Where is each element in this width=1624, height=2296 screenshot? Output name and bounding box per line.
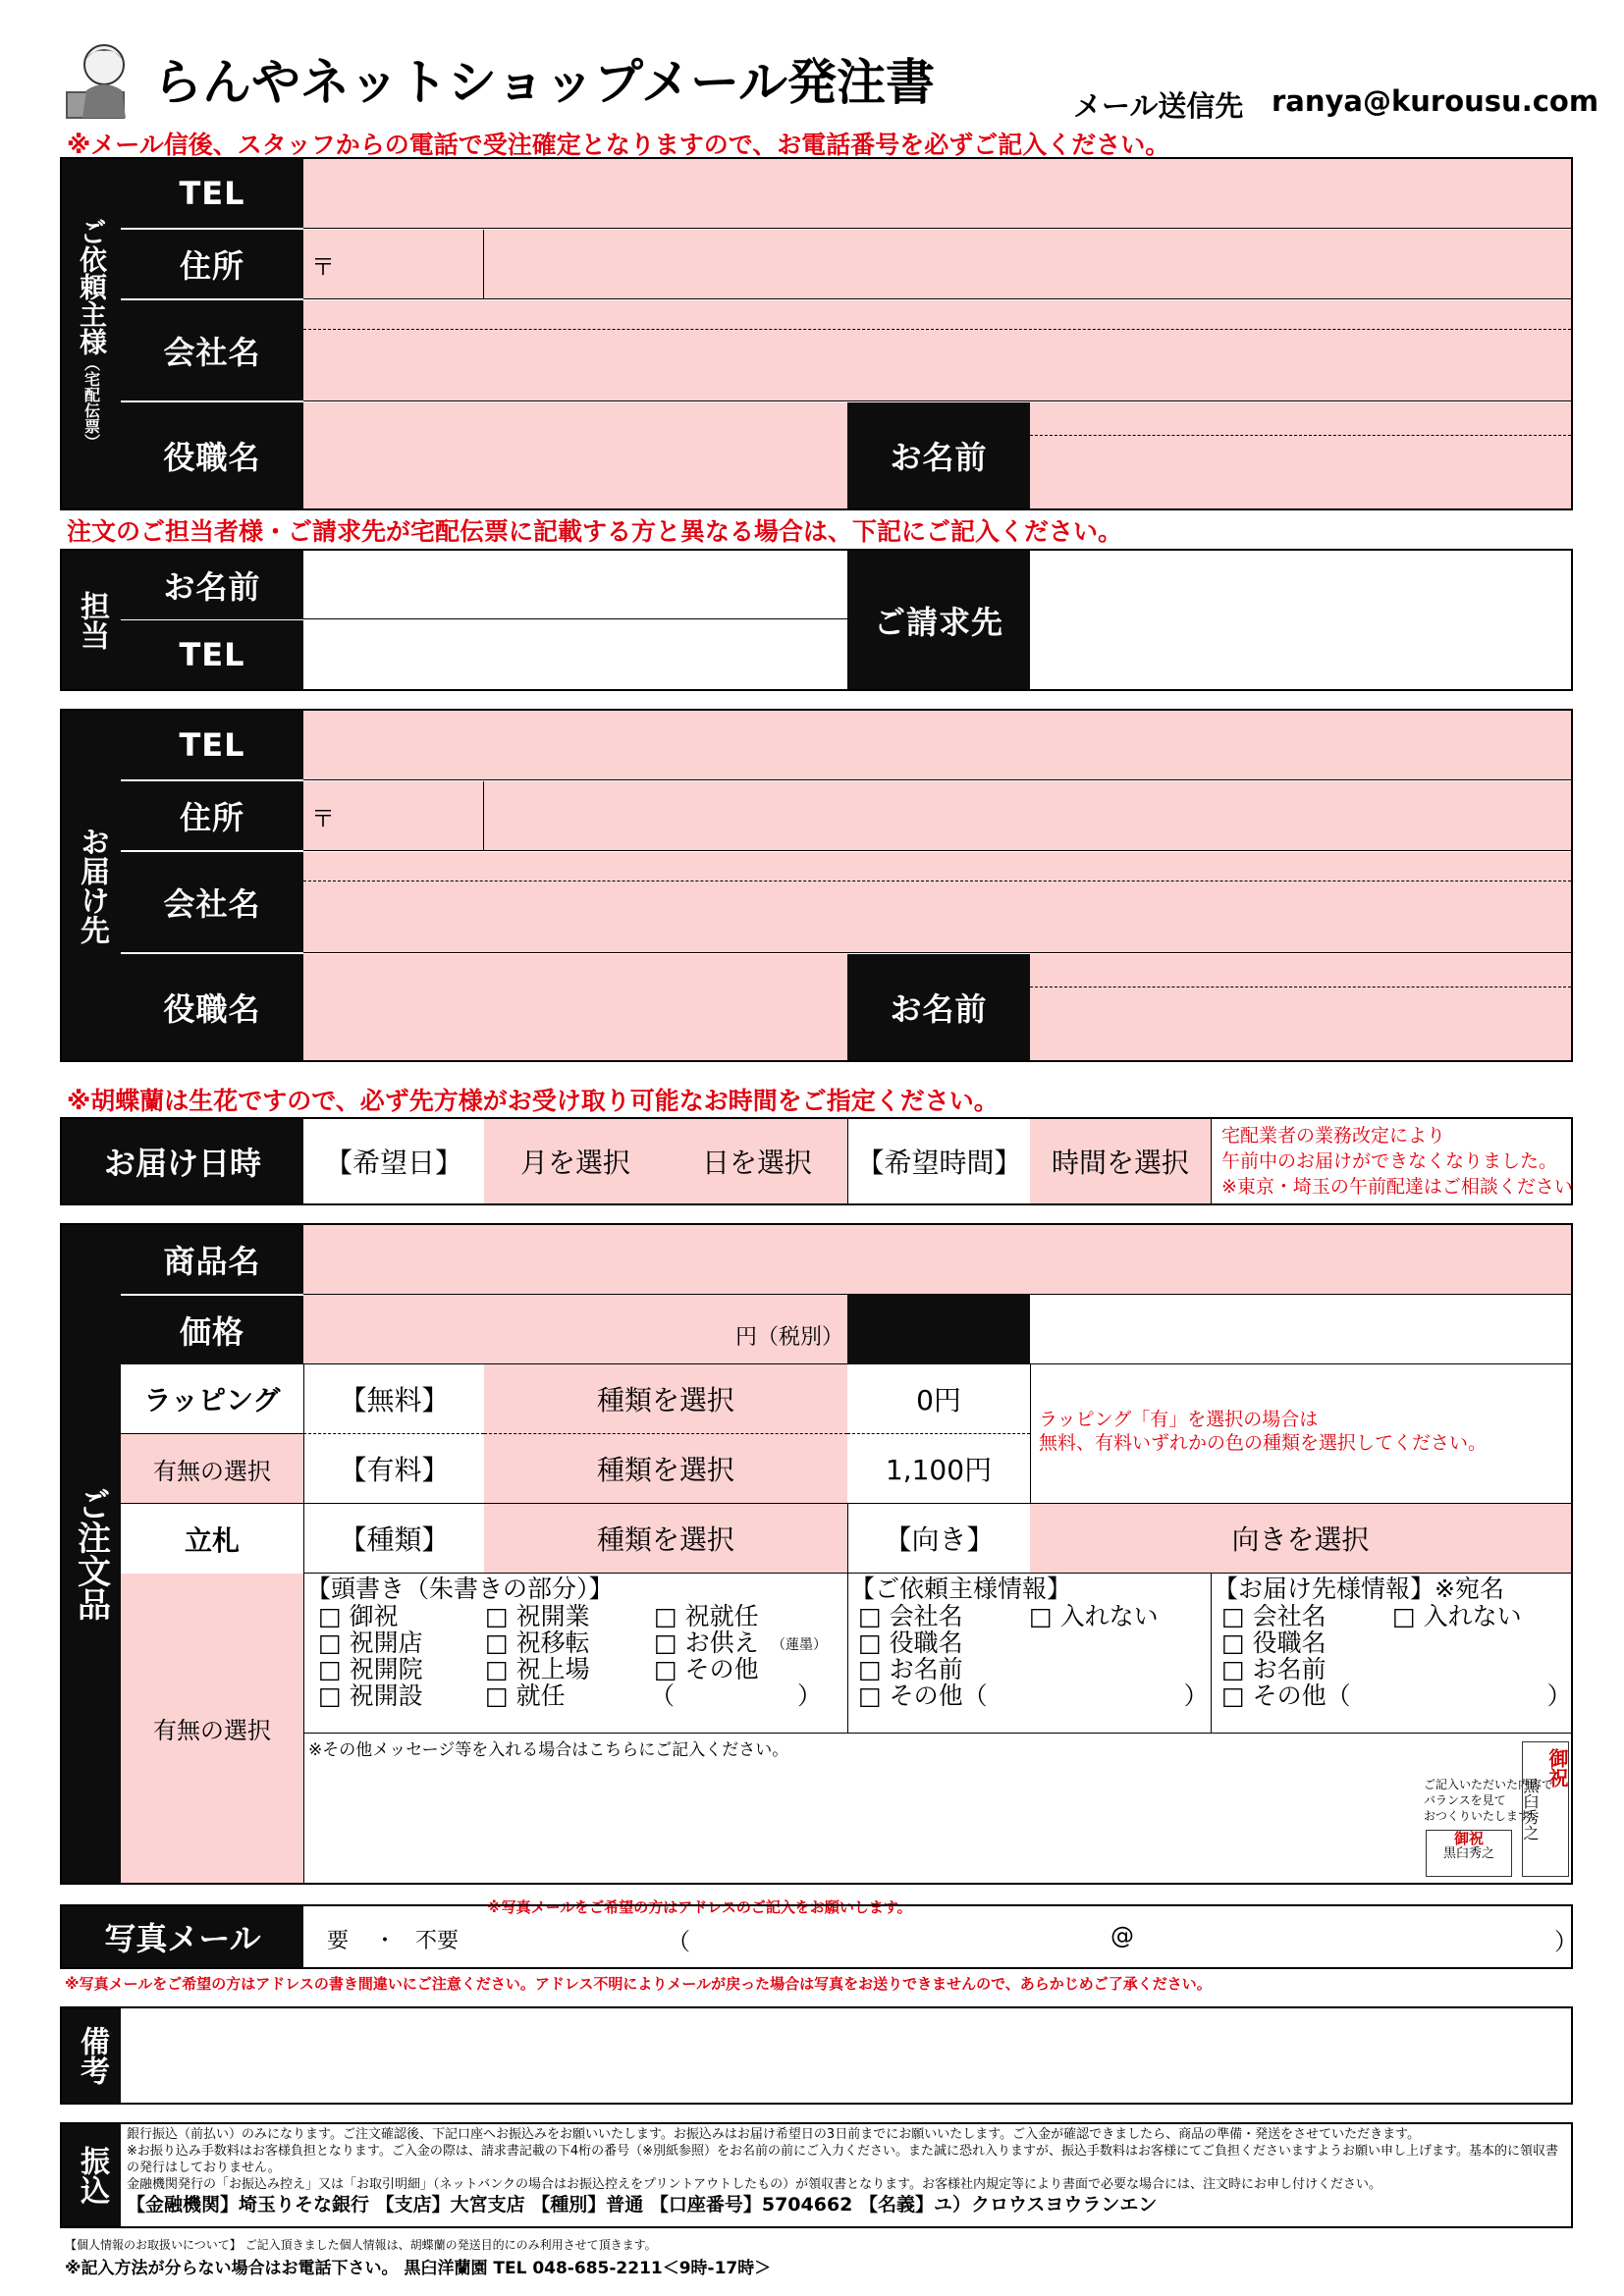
heading-option-shukaisetsu[interactable]: □ 祝開設 (318, 1682, 423, 1710)
contact-name-label: お名前 (121, 551, 303, 619)
tag-type-select[interactable]: 種類を選択 (484, 1504, 847, 1574)
delivery-time-note (1211, 1119, 1571, 1203)
tag-destination-info (1211, 1574, 1571, 1734)
wrapping-free-type-select[interactable]: 種類を選択 (484, 1364, 847, 1434)
requester-section (60, 157, 1573, 510)
remarks-label: 備考 (62, 2008, 121, 2103)
wrapping-note-2: 無料、有料いずれかの色の種類を選択してください。 (1039, 1432, 1488, 1454)
desired-day-label: 【希望日】 (303, 1119, 484, 1203)
delivery-position-label: 役職名 (121, 954, 303, 1060)
page-title: らんやネットショップメール発注書 (153, 54, 935, 111)
heading-option-shuiten[interactable]: □ 祝移転 (485, 1629, 590, 1657)
requester-address-label: 住所 (121, 230, 303, 298)
phone-notice: ※メール信後、スタッフからの電話で受注確定となりますので、お電話番号を必ずご記入ください。 (67, 131, 1170, 159)
transfer-label: 振込 (62, 2124, 121, 2226)
requester-position-input[interactable] (303, 402, 847, 508)
requester-company-kana-input[interactable] (303, 300, 1571, 330)
sample-small-sender: 黒臼秀之 (1442, 1846, 1494, 1861)
delivery-section-label: お届け先 (62, 711, 121, 1060)
sample-large-iwai: 御祝 (1545, 1748, 1569, 1788)
orchid-notice: ※胡蝶蘭は生花ですので、必ず先方様がお受け取り可能なお時間をご指定ください。 (67, 1087, 999, 1115)
wrapping-free-price: 0円 (847, 1364, 1030, 1434)
requester-info-name[interactable]: □ お名前 (858, 1655, 963, 1683)
wrapping-label: ラッピング (143, 1384, 281, 1416)
photo-paren-open: （ (667, 1928, 690, 1955)
photo-email-input[interactable] (700, 1910, 1613, 1963)
dest-info-name[interactable]: □ お名前 (1221, 1655, 1326, 1683)
photo-top-note: ※写真メールをご希望の方はアドレスのご記入をお願いします。 (487, 1898, 912, 1916)
postal-mark: 〒 (311, 805, 335, 832)
delivery-company-input[interactable] (303, 881, 1571, 953)
contact-section-label: 担当 (62, 551, 121, 689)
tag-orientation-select[interactable]: 向きを選択 (1030, 1504, 1571, 1574)
price-black-block (847, 1295, 1030, 1364)
delivery-name-kana-input[interactable] (1030, 954, 1571, 988)
heading-option-shukaigyo[interactable]: □ 祝開業 (485, 1602, 590, 1630)
contact-section (60, 549, 1573, 691)
requester-company-input[interactable] (303, 330, 1571, 401)
photo-at: @ (1110, 1922, 1134, 1949)
sample-note-3: おつくりいたします。 (1424, 1809, 1541, 1823)
wrapping-free-label: 【無料】 (303, 1364, 484, 1434)
heading-option-oiwai[interactable]: □ 御祝 (318, 1602, 399, 1630)
photo-dot: ・ (374, 1929, 397, 1953)
requester-section-label: ご依頼主様 （宅配伝票） (62, 159, 121, 508)
billing-input[interactable] (1030, 551, 1571, 689)
delivery-tel-input[interactable] (303, 711, 1571, 780)
mail-label: メール送信先 (1073, 89, 1244, 123)
sample-small-iwai: 御祝 (1453, 1830, 1484, 1847)
offering-note: （蓮墨） (772, 1637, 827, 1653)
sample-tag-large (1522, 1741, 1569, 1877)
requester-info-title: 【ご依頼主様情報】 (850, 1575, 1072, 1603)
contact-notice: 注文のご担当者様・ご請求先が宅配伝票に記載する方と異なる場合は、下記にご記入ください。 (67, 517, 1123, 546)
heading-option-shukaiin[interactable]: □ 祝開院 (318, 1655, 423, 1683)
footer-contact: ※記入方法が分らない場合はお電話下さい。 黒臼洋蘭園 TEL 048-685-2211＜9時-17時＞ (65, 2259, 772, 2278)
remarks-row (60, 2006, 1573, 2105)
transfer-text (127, 2126, 1566, 2216)
heading-title: 【頭書き（朱書きの部分）】 (306, 1575, 614, 1603)
day-select[interactable]: 日を選択 (667, 1119, 847, 1203)
dest-info-none[interactable]: □ 入れない (1392, 1602, 1522, 1630)
wrapping-paid-type-select[interactable]: 種類を選択 (484, 1434, 847, 1504)
transfer-row (60, 2122, 1573, 2228)
requester-info-none[interactable]: □ 入れない (1029, 1602, 1159, 1630)
heading-option-shunin[interactable]: □ 就任 (485, 1682, 566, 1710)
wrapping-label-cell (121, 1364, 303, 1434)
requester-company-label: 会社名 (121, 300, 303, 400)
requester-name-input[interactable] (1030, 436, 1571, 508)
tag-type-label: 【種類】 (303, 1504, 484, 1574)
delivery-address-label: 住所 (121, 781, 303, 850)
delivery-section (60, 709, 1573, 1062)
wrapping-presence-label: 有無の選択 (153, 1457, 271, 1485)
remarks-input[interactable] (121, 2008, 1571, 2103)
requester-name-kana-input[interactable] (1030, 402, 1571, 436)
tag-label: 立札 (184, 1523, 240, 1557)
month-select[interactable]: 月を選択 (484, 1119, 667, 1203)
requester-info-other[interactable]: □ その他（ ） (858, 1682, 1209, 1710)
requester-address-input[interactable] (484, 230, 1571, 299)
heading-option-osonae[interactable]: □ お供え (654, 1629, 759, 1657)
contact-name-input[interactable] (303, 551, 847, 619)
requester-tel-label: TEL (121, 159, 303, 228)
sample-note-1: ご記入いただいた内容で (1424, 1778, 1554, 1791)
sample-tag-small (1426, 1830, 1512, 1877)
transfer-line-3: 金融機関発行の「お振込み控え」又は「お取引明細」（ネットバンクの場合はお振込控えをプリントアウトしたもの）が領収書となります。お客様社内規定等により書面で必要な場合には、注文時にお申し付けください。 (127, 2177, 1382, 2192)
order-section-label: ご注文品 (62, 1225, 121, 1883)
mail-address: ranya@kurousu.com (1272, 84, 1599, 118)
delivery-name-input[interactable] (1030, 988, 1571, 1060)
delivery-company-label: 会社名 (121, 852, 303, 952)
sample-note-2: バランスを見て (1424, 1793, 1506, 1807)
dest-info-title: 【お届け先様情報】※宛名 (1214, 1575, 1504, 1603)
delivery-date-label: お届け日時 (62, 1119, 303, 1203)
photo-no-need[interactable]: 不要 (415, 1929, 460, 1953)
requester-info-company[interactable]: □ 会社名 (858, 1602, 963, 1630)
sample-large-sender: 黒臼秀之 (1521, 1778, 1540, 1841)
requester-info-position[interactable]: □ 役職名 (858, 1629, 963, 1657)
wrapping-paid-label: 【有料】 (303, 1434, 484, 1504)
tag-label-cell (121, 1504, 303, 1574)
heading-option-shujojo[interactable]: □ 祝上場 (485, 1655, 590, 1683)
bank-info: 【金融機関】埼玉りそな銀行 【支店】大宮支店 【種別】普通 【口座番号】5704662 【名義】ユ）クロウスヨウランエン (127, 2194, 1158, 2216)
requester-position-label: 役職名 (121, 402, 303, 508)
photo-mail-row (60, 1904, 1578, 1969)
billing-label: ご請求先 (847, 551, 1030, 689)
postal-mark: 〒 (311, 253, 335, 281)
product-input[interactable] (303, 1225, 1571, 1295)
price-input[interactable] (303, 1295, 847, 1364)
requester-tel-input[interactable] (303, 159, 1571, 229)
delivery-postal-input[interactable] (303, 781, 484, 851)
wrapping-paid-price: 1,100円 (847, 1434, 1030, 1504)
photo-paren-close: ） (1554, 1928, 1578, 1955)
delivery-name-label: お名前 (847, 954, 1030, 1060)
photo-mail-label: 写真メール (62, 1906, 303, 1967)
heading-option-shukaiten[interactable]: □ 祝開店 (318, 1629, 423, 1657)
requester-postal-input[interactable] (303, 230, 484, 299)
dest-info-position[interactable]: □ 役職名 (1221, 1629, 1326, 1657)
tag-requester-info (847, 1574, 1211, 1734)
transfer-line-1: 銀行振込（前払い）のみになります。ご注文確認後、下記口座へお振込みをお願いいたします。お振込みはお届け希望日の3日前までにお願いいたします。ご入金が確認できましたら、商品の準備・発送をさせていただきます。 (127, 2127, 1421, 2142)
delivery-tel-label: TEL (121, 711, 303, 779)
heading-other-blank[interactable]: （ ） (650, 1682, 823, 1710)
heading-option-other[interactable]: □ その他 (654, 1655, 759, 1683)
wrapping-note (1030, 1364, 1571, 1504)
tag-orientation-label: 【向き】 (847, 1504, 1030, 1574)
delivery-date-row (60, 1117, 1573, 1205)
message-note: ※その他メッセージ等を入れる場合はこちらにご記入ください。 (308, 1740, 789, 1760)
price-label: 価格 (121, 1296, 303, 1364)
heading-options (303, 1574, 847, 1734)
person-icon (65, 35, 143, 120)
delivery-time-note-3: ※東京・埼玉の午前配達はご相談ください (1221, 1176, 1573, 1198)
delivery-time-note-2: 午前中のお届けができなくなりました。 (1221, 1150, 1558, 1172)
transfer-line-2: ※お振り込み手数料はお客様負担となります。ご入金の際は、請求書記載の下4桁の番号（※別紙参照）をお名前の前にご入力ください。また誠に恐れ入りますが、振込手数料はお客様にてご負担くださいますようお願い申し上げます。基本的に領収書の発行はしておりません。 (127, 2144, 1558, 2175)
dest-info-other[interactable]: □ その他（ ） (1221, 1682, 1572, 1710)
requester-name-label: お名前 (847, 402, 1030, 508)
desired-time-label: 【希望時間】 (847, 1119, 1030, 1203)
heading-option-shushunin[interactable]: □ 祝就任 (654, 1602, 759, 1630)
price-extra-input[interactable] (1030, 1295, 1571, 1364)
photo-need[interactable]: 要 (327, 1929, 350, 1953)
delivery-position-input[interactable] (303, 954, 847, 1060)
product-label: 商品名 (121, 1225, 303, 1294)
dest-info-company[interactable]: □ 会社名 (1221, 1602, 1326, 1630)
delivery-company-kana-input[interactable] (303, 852, 1571, 881)
delivery-address-input[interactable] (484, 781, 1571, 851)
time-select[interactable]: 時間を選択 (1030, 1119, 1211, 1203)
privacy-note: 【個人情報のお取扱いについて】 ご記入頂きました個人情報は、胡蝶蘭の発送目的にのみ利用させて頂きます。 (65, 2238, 657, 2252)
tag-presence-label: 有無の選択 (153, 1717, 271, 1744)
wrapping-presence-cell[interactable] (121, 1434, 303, 1504)
delivery-time-note-1: 宅配業者の業務改定により (1221, 1125, 1446, 1147)
contact-tel-label: TEL (121, 620, 303, 689)
price-unit: 円（税別） (734, 1325, 843, 1350)
contact-tel-input[interactable] (303, 620, 847, 689)
message-input[interactable] (303, 1734, 1571, 1883)
photo-bottom-note: ※写真メールをご希望の方はアドレスの書き間違いにご注意ください。アドレス不明によりメールが戻った場合は写真をお送りできませんので、あらかじめご了承ください。 (65, 1975, 1212, 1993)
tag-presence-cell[interactable] (121, 1574, 303, 1883)
wrapping-note-1: ラッピング「有」を選択の場合は (1039, 1409, 1319, 1430)
order-section (60, 1223, 1573, 1885)
